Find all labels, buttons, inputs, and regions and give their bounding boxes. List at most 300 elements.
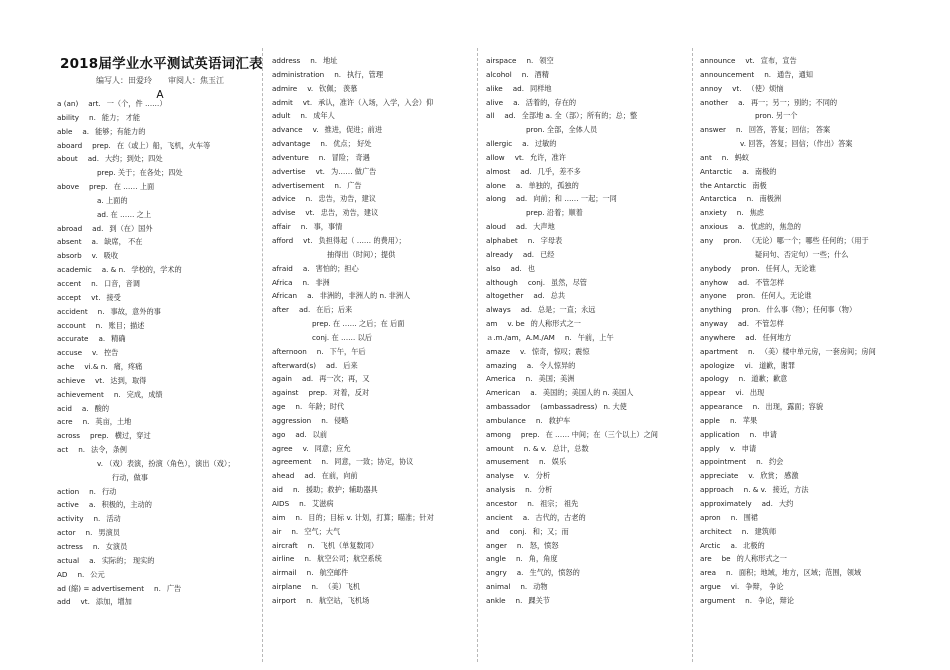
- entry-part-of-speech: a.: [530, 388, 537, 398]
- entry-part-of-speech: n.: [736, 208, 744, 218]
- vocab-entry: [57, 415, 259, 429]
- entry-word: anything: [700, 305, 732, 315]
- entry-part-of-speech: a.: [98, 334, 106, 344]
- entry-continuation: prep. 关于；在各处；四处: [97, 168, 183, 178]
- entry-word: am: [486, 319, 498, 329]
- entry-word: anxious: [700, 222, 728, 232]
- vocab-entry: [700, 317, 900, 331]
- vocab-entry: [700, 96, 900, 110]
- entry-part-of-speech: conj.: [527, 277, 546, 287]
- vocab-entry: [486, 552, 686, 566]
- title-block: [60, 52, 263, 101]
- vocab-entry: [272, 594, 472, 608]
- entry-word: about: [57, 154, 78, 164]
- entry-part-of-speech: n.: [310, 56, 318, 65]
- entry-word: advise: [272, 208, 296, 218]
- vocab-entry: [486, 165, 686, 179]
- entry-part-of-speech: n.: [535, 415, 543, 425]
- entry-part-of-speech: ad.: [301, 374, 314, 384]
- entry-definition: 地址: [323, 56, 338, 65]
- entry-word: agreement: [272, 457, 312, 467]
- entry-word: aircraft: [272, 540, 298, 550]
- entry-word: apology: [700, 374, 729, 384]
- entry-part-of-speech: n.: [307, 540, 315, 550]
- vocab-entry: [700, 220, 900, 234]
- entry-part-of-speech: n.: [306, 595, 313, 605]
- entry-word: approach: [700, 485, 734, 495]
- vocab-entry: [700, 234, 900, 248]
- entry-word: and: [486, 526, 500, 536]
- vocab-entry: [272, 428, 472, 442]
- entry-part-of-speech: a.: [515, 180, 523, 190]
- entry-word: along: [486, 194, 506, 204]
- vocab-entry: [57, 152, 259, 166]
- entry-word: adult: [272, 111, 291, 121]
- vocab-entry: [272, 96, 472, 110]
- vocab-entry: [700, 331, 900, 345]
- entry-definition: 祖宗； 祖先: [540, 499, 579, 508]
- vocab-entry: [57, 249, 259, 263]
- vocab-entry: [272, 262, 472, 276]
- entry-part-of-speech: pron.: [736, 291, 756, 301]
- entry-word: ache: [57, 362, 75, 372]
- entry-part-of-speech: n.: [154, 583, 161, 593]
- entry-part-of-speech: ad.: [87, 154, 100, 164]
- vocab-entry: [700, 580, 900, 594]
- entry-definition: 行动: [101, 486, 117, 496]
- entry-definition: 古代的，古老的: [535, 512, 586, 522]
- entry-word: abroad: [57, 223, 83, 233]
- entry-definition: 侵略: [334, 415, 349, 425]
- entry-definition: 活动: [106, 514, 121, 524]
- entry-definition: 承认，准许（入场，入学，入会）仰: [318, 97, 434, 107]
- entry-word: ant: [700, 152, 712, 162]
- entry-part-of-speech: ad.: [299, 305, 311, 315]
- entry-definition: 建筑师: [754, 526, 777, 536]
- entry-definition: 在后；后来: [316, 305, 353, 315]
- entry-definition: 害怕的；担心: [315, 263, 359, 273]
- entry-part-of-speech: n.: [747, 346, 755, 356]
- entry-part-of-speech: n.: [515, 554, 523, 564]
- entry-word: age: [272, 402, 286, 412]
- entry-word: action: [57, 486, 80, 496]
- entry-part-of-speech: a.: [516, 568, 524, 578]
- entry-definition: 怒，愤怒: [529, 540, 559, 550]
- entry-word: across: [57, 431, 81, 441]
- entry-definition: 成年人: [313, 111, 335, 121]
- vocab-entry: [272, 414, 472, 428]
- entry-word: allergic: [486, 139, 513, 149]
- entry-part-of-speech: ad.: [510, 263, 522, 273]
- entry-part-of-speech: a. & n.: [101, 265, 126, 275]
- entry-definition: 字母表: [540, 235, 563, 245]
- entry-definition: 苹果: [742, 415, 758, 425]
- entry-part-of-speech: n.: [741, 526, 749, 536]
- entry-word: area: [700, 568, 717, 578]
- entry-word: achieve: [57, 375, 86, 385]
- entry-word: appear: [700, 388, 726, 398]
- entry-word: anybody: [700, 263, 731, 273]
- entry-part-of-speech: n. & v.: [743, 485, 767, 495]
- entry-definition: 优点； 好处: [333, 139, 372, 149]
- entry-word: ability: [57, 112, 80, 122]
- entry-word: alive: [486, 97, 504, 107]
- entry-word: absent: [57, 237, 82, 247]
- vocab-entry: [700, 192, 900, 206]
- entry-definition: 忠告，劝告，建议: [318, 194, 376, 204]
- entry-word: ancient: [486, 512, 513, 522]
- entry-word: ahead: [272, 471, 295, 481]
- entry-word: advice: [272, 194, 296, 204]
- entry-part-of-speech: vt.: [302, 97, 313, 107]
- entry-definition: 飞机（单复数同）: [320, 540, 379, 550]
- entry-word: all: [486, 111, 495, 121]
- vocab-entry: [700, 276, 900, 290]
- vocab-entry: [700, 359, 900, 373]
- entry-word: apartment: [700, 346, 738, 356]
- column-divider: [477, 48, 478, 662]
- entry-word: altogether: [486, 291, 524, 301]
- vocab-entry: [272, 455, 472, 469]
- entry-part-of-speech: ad.: [522, 249, 535, 259]
- vocab-entry: [486, 594, 686, 608]
- entry-part-of-speech: ad.: [326, 360, 338, 370]
- vocab-entry: [486, 303, 686, 317]
- entry-definition: 控告: [104, 348, 119, 358]
- entry-word: ambulance: [486, 415, 526, 425]
- entry-part-of-speech: v.: [748, 471, 755, 481]
- vocab-entry: [272, 386, 472, 400]
- vocab-entry: [57, 360, 259, 374]
- entry-part-of-speech: a.: [82, 126, 90, 136]
- vocab-entry: [486, 331, 686, 345]
- entry-definition: 执行，管理: [347, 69, 384, 79]
- entry-word: able: [57, 126, 73, 136]
- entry-part-of-speech: n.: [77, 569, 85, 579]
- entry-part-of-speech: v.: [729, 443, 736, 453]
- entry-word: achievement: [57, 389, 104, 399]
- vocab-entry: [486, 151, 686, 165]
- entry-word: appreciate: [700, 471, 739, 481]
- entry-definition: 宣布，宣告: [760, 56, 797, 65]
- entry-part-of-speech: n.: [316, 346, 324, 356]
- vocab-entry: [486, 469, 686, 483]
- vocab-entry: [486, 220, 686, 234]
- entry-part-of-speech: n.: [334, 180, 342, 190]
- entry-word: ａ.m./am，A.M./AM: [486, 332, 555, 342]
- entry-definition: 南极的: [754, 166, 777, 176]
- entry-definition: 能力； 才能: [101, 112, 141, 122]
- entry-part-of-speech: prep.: [520, 429, 540, 439]
- entry-word: agree: [272, 443, 293, 453]
- entry-word: after: [272, 305, 290, 315]
- entry-definition: 面积；地域，地方，区域；范围，领域: [738, 568, 862, 578]
- entry-part-of-speech: n.: [525, 485, 532, 495]
- entry-definition: 同意，一致；协定，协议: [334, 457, 414, 467]
- entry-part-of-speech: n.: [538, 457, 546, 467]
- entry-word: Arctic: [700, 540, 721, 550]
- entry-part-of-speech: n.: [764, 69, 772, 79]
- entry-word: afterward(s): [272, 360, 317, 370]
- entry-part-of-speech: (ambassadress): [540, 402, 598, 412]
- entry-definition: （无论）哪一个；哪些 任何的；（用于: [747, 235, 869, 245]
- entry-word: advance: [272, 125, 303, 135]
- vocab-entry: [486, 137, 686, 151]
- entry-part-of-speech: ad.: [520, 166, 532, 176]
- entry-definition: 航空站，飞机场: [318, 595, 370, 605]
- entry-part-of-speech: n.: [89, 112, 96, 122]
- entry-word: also: [486, 263, 501, 273]
- vocab-entry: [486, 428, 686, 442]
- entry-part-of-speech: vt.: [514, 152, 525, 162]
- word-column-2: [272, 54, 472, 608]
- entry-continuation: v. 回答，答复；回信；（作出）答案: [740, 139, 853, 149]
- entry-word: animal: [486, 582, 511, 592]
- entry-word: airmail: [272, 568, 297, 578]
- entry-continuation: 行动，做事: [112, 472, 148, 482]
- vocab-entry: [486, 511, 686, 525]
- entry-continuation: pron. 另一个: [755, 111, 798, 121]
- entry-word: are: [700, 554, 712, 564]
- vocab-entry: [700, 539, 900, 553]
- entry-part-of-speech: n.: [306, 568, 314, 578]
- entry-word: African: [272, 291, 298, 301]
- vocab-entry: [700, 455, 900, 469]
- entry-definition: 钦佩； 羡慕: [319, 83, 358, 93]
- vocab-entry: [486, 400, 686, 414]
- entry-word: AD: [57, 569, 68, 579]
- vocab-entry: [486, 455, 686, 469]
- vocab-entry: [486, 289, 686, 303]
- entry-word: absorb: [57, 251, 82, 261]
- vocab-entry: [272, 525, 472, 539]
- entry-part-of-speech: n.: [521, 69, 529, 79]
- entry-definition: 不管怎样: [755, 277, 785, 287]
- entry-part-of-speech: n.: [735, 125, 743, 135]
- entry-definition: 广告: [347, 180, 362, 190]
- document-title: 2018届学业水平测试英语词汇表: [60, 56, 263, 72]
- section-heading: A: [156, 89, 164, 101]
- vocab-entry: [272, 82, 472, 96]
- entry-part-of-speech: pron.: [741, 305, 761, 315]
- entry-word: airline: [272, 554, 295, 564]
- entry-definition: 达到，取得: [110, 375, 147, 385]
- vocab-entry: [57, 498, 259, 512]
- entry-definition: 年龄；时代: [308, 402, 345, 412]
- entry-word: add: [57, 597, 71, 607]
- vocab-entry: [486, 82, 686, 96]
- vocab-entry: [57, 443, 259, 457]
- entry-definition: 美国的；美国人的 n. 美国人: [542, 388, 634, 398]
- vocab-entry: [486, 345, 686, 359]
- entry-part-of-speech: n.: [749, 429, 757, 439]
- entry-word: Antarctic: [700, 166, 733, 176]
- entry-definition: 向前；和 …… 一起；一同: [533, 194, 617, 204]
- entry-definition: 争辩， 争论: [745, 582, 784, 592]
- entry-part-of-speech: ad.: [92, 223, 104, 233]
- entry-definition: 的人称形式之一: [736, 554, 787, 564]
- entry-definition: 法令，条例: [91, 445, 127, 455]
- entry-part-of-speech: v.: [92, 348, 99, 358]
- entry-part-of-speech: n.: [746, 194, 754, 204]
- vocab-entry: [272, 566, 472, 580]
- entry-part-of-speech: a.: [88, 500, 96, 510]
- vocab-entry: [272, 469, 472, 483]
- entry-definition: 到（在）国外: [109, 223, 153, 233]
- entry-part-of-speech: a.: [513, 97, 520, 107]
- vocab-entry: [700, 151, 900, 165]
- entry-part-of-speech: ad.: [520, 305, 532, 315]
- vocab-entry: [486, 317, 686, 331]
- entry-definition: 任何人，无论谁: [761, 291, 812, 301]
- entry-definition: （使）烦恼: [747, 83, 784, 93]
- entry-word: affair: [272, 222, 291, 232]
- entry-word: ancestor: [486, 499, 518, 508]
- entry-part-of-speech: n.: [516, 540, 524, 550]
- vocab-entry: [57, 595, 259, 609]
- entry-definition: 接受: [106, 292, 121, 302]
- entry-part-of-speech: n.: [85, 528, 93, 538]
- entry-definition: 美国；美洲: [538, 374, 575, 384]
- entry-part-of-speech: ad.: [761, 499, 773, 508]
- entry-part-of-speech: n.: [520, 582, 528, 592]
- entry-definition: 分析: [535, 471, 551, 481]
- entry-definition: 什么事（物）；任何事（物）: [766, 305, 857, 315]
- entry-definition: 推进，促进；前进: [324, 125, 383, 135]
- vocab-entry: [486, 68, 686, 82]
- entry-word: angry: [486, 568, 507, 578]
- entry-part-of-speech: ad.: [512, 83, 524, 93]
- vocab-entry: [700, 552, 900, 566]
- entry-word: against: [272, 388, 299, 398]
- vocab-entry: [700, 82, 900, 96]
- entry-word: apologize: [700, 360, 735, 370]
- entry-definition: 后来: [343, 360, 358, 370]
- entry-word: amazing: [486, 360, 517, 370]
- vocab-entry: [700, 303, 900, 317]
- entry-word: airport: [272, 595, 297, 605]
- document-meta: [60, 75, 260, 86]
- entry-part-of-speech: vt.: [95, 375, 105, 385]
- entry-part-of-speech: vi.& n.: [84, 362, 108, 372]
- word-column-1: [57, 97, 259, 609]
- entry-definition: 接近，方法: [772, 485, 809, 495]
- vocab-entry: [700, 566, 900, 580]
- entry-definition: 航空邮件: [319, 568, 349, 578]
- entry-definition: 焦虑: [749, 208, 764, 218]
- entry-part-of-speech: n.: [302, 277, 310, 287]
- entry-definition: 痛，疼痛: [113, 362, 143, 372]
- entry-definition: 北极的: [743, 540, 765, 550]
- entry-part-of-speech: n.: [97, 306, 105, 316]
- entry-word: allow: [486, 152, 505, 162]
- entry-word: amount: [486, 443, 514, 453]
- entry-word: anywhere: [700, 332, 736, 342]
- entry-part-of-speech: n.: [89, 486, 96, 496]
- entry-definition: 公元: [90, 569, 105, 579]
- entry-word: account: [57, 320, 86, 330]
- entry-part-of-speech: a.: [91, 237, 99, 247]
- entry-definition: 回答，答复；回信； 答案: [748, 125, 831, 135]
- entry-word: architect: [700, 526, 732, 536]
- entry-part-of-speech: n.: [82, 417, 90, 427]
- entry-word: answer: [700, 125, 726, 135]
- entry-word: acre: [57, 417, 73, 427]
- vocab-entry: [486, 497, 686, 511]
- vocab-entry: [272, 109, 472, 123]
- vocab-entry: [700, 54, 900, 68]
- vocab-entry: [486, 580, 686, 594]
- entry-word: actress: [57, 542, 83, 551]
- entry-word: aim: [272, 512, 286, 522]
- entry-word: accuse: [57, 348, 83, 358]
- vocab-entry: [272, 151, 472, 165]
- entry-word: again: [272, 374, 292, 384]
- entry-definition: 几乎，差不多: [537, 166, 581, 176]
- entry-definition: 总计，总数: [552, 443, 589, 453]
- entry-part-of-speech: ad.: [304, 471, 316, 481]
- vocab-entry: [700, 469, 900, 483]
- entry-part-of-speech: a.: [302, 263, 310, 273]
- entry-definition: 吸收: [103, 251, 119, 261]
- entry-word: aid: [272, 485, 283, 495]
- entry-part-of-speech: n.: [291, 526, 299, 536]
- entry-word: act: [57, 445, 69, 455]
- entry-word: Antarctica: [700, 194, 737, 204]
- entry-word: America: [486, 374, 516, 384]
- entry-part-of-speech: ad.: [745, 332, 757, 342]
- entry-definition: 出现，露面；容貌: [765, 402, 824, 412]
- vocab-entry: [272, 539, 472, 553]
- entry-part-of-speech: a.: [742, 166, 749, 176]
- vocab-entry: [700, 442, 900, 456]
- entry-definition: 下午，午后: [329, 346, 366, 356]
- entry-word: alcohol: [486, 69, 512, 79]
- vocab-entry: [57, 485, 259, 499]
- vocab-entry: [272, 497, 472, 511]
- entry-word: ankle: [486, 595, 506, 605]
- vocab-entry: [486, 179, 686, 193]
- vocab-entry: [700, 497, 900, 511]
- entry-part-of-speech: n.: [304, 554, 312, 564]
- entry-word: another: [700, 97, 729, 107]
- entry-definition: 也: [527, 263, 536, 273]
- vocab-entry: [57, 263, 259, 277]
- vocab-entry: [700, 262, 900, 276]
- entry-word: accept: [57, 292, 82, 302]
- entry-definition: 女演员: [105, 542, 128, 551]
- vocab-entry: [272, 220, 472, 234]
- entry-part-of-speech: n.: [745, 595, 752, 605]
- entry-part-of-speech: ad.: [295, 429, 307, 439]
- entry-part-of-speech: ad.: [533, 291, 545, 301]
- vocab-entry: [57, 125, 259, 139]
- vocab-entry: [272, 372, 472, 386]
- entry-word: AIDS: [272, 499, 290, 508]
- vocab-entry: [486, 566, 686, 580]
- entry-definition: 再一次；再，又: [319, 374, 370, 384]
- entry-continuation: 抽得出（时间）；提供: [327, 249, 396, 259]
- entry-word: apron: [700, 512, 721, 522]
- entry-word: amaze: [486, 346, 511, 356]
- entry-part-of-speech: v.: [302, 443, 309, 453]
- entry-word: anger: [486, 540, 507, 550]
- vocab-entry: [57, 277, 259, 291]
- entry-part-of-speech: n.: [525, 374, 533, 384]
- column-divider: [692, 48, 693, 662]
- entry-definition: 非洲: [315, 277, 330, 287]
- vocab-entry: [57, 582, 259, 596]
